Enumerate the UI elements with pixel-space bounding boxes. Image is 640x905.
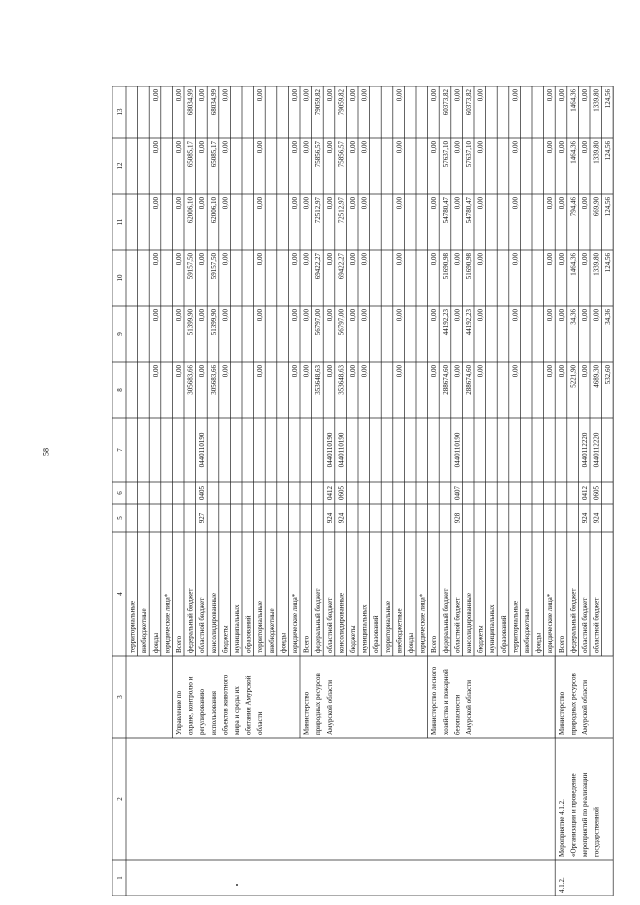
value-cell: 0,00 [151, 197, 160, 210]
executor-cell: объектов животного [221, 674, 230, 735]
funding-source-cell: муниципальных [233, 604, 241, 653]
header-cell-9: 9 [116, 332, 124, 336]
value-cell: 0,00 [511, 141, 520, 154]
value-cell: 0,00 [221, 141, 230, 154]
value-cell: 59157,50 [186, 253, 195, 280]
value-cell: 0,00 [175, 309, 183, 322]
value-cell: 0,00 [198, 197, 207, 210]
value-cell: 44192,23 [441, 309, 450, 336]
value-cell: 0,00 [302, 309, 311, 322]
value-cell: 0,00 [349, 365, 357, 378]
value-cell: 0,00 [511, 197, 520, 210]
grbs-code-cell: 924 [581, 512, 589, 524]
measure-cell: «Организация и проведение [569, 773, 578, 857]
value-cell: 0,00 [175, 197, 183, 210]
value-cell: 0,00 [151, 309, 160, 322]
funding-source-cell: фонды [407, 632, 415, 653]
value-cell: 0,00 [325, 253, 334, 266]
value-cell: 353648,63 [314, 365, 323, 395]
value-cell: 65085,17 [186, 141, 195, 168]
funding-source-cell: федеральный бюджет [186, 588, 195, 653]
measure-cell: Мероприятие 4.1.2. [557, 799, 566, 857]
executor-cell: безопасности [453, 694, 462, 735]
value-cell: 0,00 [395, 197, 404, 210]
funding-source-cell: консолидированные [465, 593, 473, 653]
header-cell-8: 8 [116, 388, 124, 392]
value-cell: 0,00 [546, 141, 555, 154]
grbs-code-cell: 924 [592, 512, 601, 524]
value-cell: 56797,00 [337, 309, 346, 336]
executor-cell: обитания Амурской [244, 675, 253, 735]
value-cell: 0,00 [360, 197, 369, 210]
value-cell: 0,00 [453, 141, 462, 154]
executor-cell: регулированию [198, 689, 207, 735]
grbs-code-cell: 924 [325, 512, 334, 524]
funding-source-cell: федеральный бюджет [441, 588, 450, 653]
funding-source-cell: территориальные [256, 600, 265, 653]
value-cell: 0,00 [511, 89, 520, 102]
value-cell: 0,00 [151, 253, 160, 266]
value-cell: 0,00 [256, 89, 265, 102]
executor-cell: Амурской области [581, 679, 589, 735]
section-code-cell: 0605 [592, 486, 601, 500]
funding-source-cell: бюджеты [221, 625, 230, 653]
value-cell: 0,00 [476, 365, 485, 378]
value-cell: 1464,36 [569, 89, 578, 112]
value-cell: 305683,66 [209, 365, 218, 395]
value-cell: 0,00 [198, 141, 207, 154]
value-cell: 0,00 [302, 89, 311, 102]
value-cell: 0,00 [175, 89, 183, 102]
funding-source-cell: муниципальных [488, 604, 497, 653]
funding-source-cell: юридические лица* [291, 593, 299, 653]
value-cell: 0,00 [198, 89, 207, 102]
value-cell: 54780,47 [465, 197, 473, 224]
executor-cell: хозяйства и пожарной [441, 669, 450, 735]
value-cell: 0,00 [511, 365, 520, 378]
value-cell: 0,00 [151, 141, 160, 154]
value-cell: 0,00 [546, 89, 555, 102]
header-cell-4: 4 [116, 592, 124, 596]
value-cell: 0,00 [453, 365, 462, 378]
value-cell: 0,00 [476, 89, 485, 102]
funding-source-cell: внебюджетные [267, 608, 276, 653]
value-cell: 0,00 [546, 197, 555, 210]
value-cell: 0,00 [221, 197, 230, 210]
value-cell: 0,00 [151, 365, 160, 378]
executor-cell: Министерство [302, 691, 311, 735]
funding-source-cell: юридические лица* [163, 593, 172, 653]
value-cell: 0,00 [291, 197, 299, 210]
funding-source-cell: территориальные [511, 600, 520, 653]
value-cell: 0,00 [291, 89, 299, 102]
value-cell: 72512,97 [314, 197, 323, 224]
value-cell: 54780,47 [441, 197, 450, 224]
value-cell: 0,00 [360, 309, 369, 322]
value-cell: 0,00 [453, 89, 462, 102]
value-cell: 0,00 [302, 365, 311, 378]
header-cell-12: 12 [116, 162, 124, 170]
value-cell: 57637,10 [465, 141, 473, 168]
executor-cell: природных ресурсов [314, 673, 323, 735]
value-cell: 0,00 [302, 141, 311, 154]
value-cell: 65085,17 [209, 141, 218, 168]
value-cell: 72512,97 [337, 197, 346, 224]
value-cell: 0,00 [476, 141, 485, 154]
funding-source-cell: муниципальных [360, 604, 369, 653]
executor-cell: области [256, 711, 265, 735]
value-cell: 0,00 [349, 89, 357, 102]
funding-source-cell: консолидированные [337, 593, 346, 653]
funding-source-cell: внебюджетные [140, 608, 149, 653]
funding-source-cell: внебюджетные [523, 608, 531, 653]
grbs-code-cell: 924 [337, 512, 346, 524]
funding-source-cell: федеральный бюджет [569, 588, 578, 653]
value-cell: 0,00 [557, 309, 566, 322]
value-cell: 0,00 [360, 253, 369, 266]
funding-source-cell: областной бюджет [198, 597, 207, 653]
value-cell: 0,00 [430, 253, 439, 266]
value-cell: 305683,66 [186, 365, 195, 395]
header-cell-6: 6 [116, 491, 124, 495]
section-code-cell: 0407 [453, 486, 462, 500]
value-cell: 68034,99 [186, 89, 195, 116]
value-cell: 0,00 [325, 197, 334, 210]
rotated-budget-table [112, 86, 613, 896]
value-cell: 0,00 [511, 309, 520, 322]
value-cell: 0,00 [198, 365, 207, 378]
value-cell: 0,00 [256, 253, 265, 266]
executor-cell: Амурской области [465, 679, 473, 735]
value-cell: 1339,80 [592, 89, 601, 112]
value-cell: 0,00 [395, 253, 404, 266]
value-cell: 0,00 [395, 309, 404, 322]
value-cell: 0,00 [557, 89, 566, 102]
funding-source-cell: Всего [430, 635, 439, 653]
value-cell: 79059,82 [337, 89, 346, 116]
funding-source-cell: федеральный бюджет [314, 588, 323, 653]
value-cell: 0,00 [360, 89, 369, 102]
value-cell: 51690,98 [465, 253, 473, 280]
value-cell: 0,00 [557, 365, 566, 378]
value-cell: 62006,10 [186, 197, 195, 224]
value-cell: 288674,60 [465, 365, 473, 395]
executor-cell: Управление по [175, 690, 183, 735]
funding-source-cell: фонды [279, 632, 288, 653]
executor-cell: Амурской области [325, 679, 334, 735]
value-cell: 124,56 [604, 253, 613, 273]
value-cell: 0,00 [557, 253, 566, 266]
value-cell: 75856,57 [337, 141, 346, 168]
value-cell: 79059,82 [314, 89, 323, 116]
value-cell: 669,90 [592, 197, 601, 217]
header-cell-7: 7 [116, 448, 124, 452]
funding-source-cell: образований [372, 615, 381, 653]
value-cell: 44192,23 [465, 309, 473, 336]
value-cell: 0,00 [557, 197, 566, 210]
funding-source-cell: областной бюджет [581, 597, 589, 653]
funding-source-cell: внебюджетные [395, 608, 404, 653]
value-cell: 0,00 [325, 365, 334, 378]
header-cell-10: 10 [116, 274, 124, 282]
value-cell: 0,00 [360, 141, 369, 154]
measure-cell: мероприятий по реализации [581, 772, 589, 857]
value-cell: 60373,82 [441, 89, 450, 116]
grbs-code-cell: 928 [453, 512, 462, 524]
value-cell: 0,00 [291, 253, 299, 266]
value-cell: 59157,50 [209, 253, 218, 280]
funding-source-cell: Всего [557, 635, 566, 653]
header-cell-1: 1 [116, 876, 124, 880]
funding-source-cell: областной бюджет [592, 597, 601, 653]
value-cell: 0,00 [291, 141, 299, 154]
section-code-cell: 0412 [581, 486, 589, 500]
value-cell: 60373,82 [465, 89, 473, 116]
value-cell: 0,00 [581, 309, 589, 322]
value-cell: 0,00 [325, 309, 334, 322]
section-code-cell: 0412 [325, 486, 334, 500]
grbs-code-cell: 927 [198, 512, 207, 524]
value-cell: 0,00 [302, 253, 311, 266]
target-code-cell: 0440112220 [581, 432, 589, 468]
value-cell: 0,00 [325, 141, 334, 154]
value-cell: 0,00 [151, 89, 160, 102]
value-cell: 0,00 [453, 309, 462, 322]
funding-source-cell: фонды [151, 632, 160, 653]
funding-source-cell: юридические лица* [418, 593, 427, 653]
funding-source-cell: областной бюджет [453, 597, 462, 653]
value-cell: 69422,27 [314, 253, 323, 280]
section-code-cell: 0405 [198, 486, 207, 500]
executor-cell: природных ресурсов [569, 673, 578, 735]
budget-table [112, 86, 632, 896]
value-cell: 0,00 [302, 197, 311, 210]
value-cell: 0,00 [546, 365, 555, 378]
value-cell: 0,00 [291, 365, 299, 378]
target-code-cell: 0440110190 [325, 432, 334, 468]
value-cell: 0,00 [256, 309, 265, 322]
value-cell: 0,00 [581, 253, 589, 266]
header-cell-3: 3 [116, 695, 124, 699]
value-cell: 5221,90 [569, 365, 578, 388]
funding-source-cell: юридические лица* [546, 593, 555, 653]
value-cell: 124,56 [604, 141, 613, 161]
funding-source-cell: образований [244, 615, 253, 653]
funding-source-cell: территориальные [383, 600, 392, 653]
value-cell: 57637,10 [441, 141, 450, 168]
value-cell: 0,00 [476, 309, 485, 322]
header-cell-11: 11 [116, 218, 124, 226]
value-cell: 51399,90 [209, 309, 218, 336]
executor-cell: мира и среды их [233, 686, 241, 735]
value-cell: 1464,36 [569, 253, 578, 276]
value-cell: 0,00 [349, 253, 357, 266]
value-cell: 0,00 [256, 365, 265, 378]
value-cell: 4689,30 [592, 365, 601, 388]
value-cell: 288674,60 [441, 365, 450, 395]
value-cell: 34,36 [569, 309, 578, 325]
value-cell: 0,00 [395, 89, 404, 102]
value-cell: 62006,10 [209, 197, 218, 224]
target-code-cell: 0440112220 [592, 432, 601, 468]
funding-source-cell: территориальные [128, 600, 137, 653]
value-cell: 353648,63 [337, 365, 346, 395]
header-cell-2: 2 [116, 797, 124, 801]
value-cell: 0,00 [395, 365, 404, 378]
value-cell: 0,00 [581, 141, 589, 154]
value-cell: 75856,57 [314, 141, 323, 168]
executor-cell: Министерство [557, 691, 566, 735]
target-code-cell: 0440110190 [453, 432, 462, 468]
value-cell: 0,00 [291, 309, 299, 322]
value-cell: 0,00 [453, 197, 462, 210]
value-cell: 0,00 [198, 309, 207, 322]
value-cell: 794,46 [569, 197, 578, 217]
value-cell: 0,00 [256, 197, 265, 210]
value-cell: 0,00 [221, 309, 230, 322]
value-cell: 0,00 [581, 89, 589, 102]
executor-cell: охране, контролю и [186, 676, 195, 735]
value-cell: 0,00 [546, 309, 555, 322]
executor-cell: использования [209, 691, 218, 735]
value-cell: 0,00 [430, 89, 439, 102]
value-cell: 0,00 [395, 141, 404, 154]
header-cell-5: 5 [116, 516, 124, 520]
value-cell: 0,00 [430, 365, 439, 378]
value-cell: 124,56 [604, 197, 613, 217]
executor-cell: Министерство лесного [430, 666, 439, 735]
value-cell: 0,00 [349, 141, 357, 154]
value-cell: 0,00 [221, 253, 230, 266]
page-number: 58 [41, 448, 51, 456]
value-cell: 0,00 [430, 309, 439, 322]
value-cell: 0,00 [221, 365, 230, 378]
target-code-cell: 0440110190 [198, 432, 207, 468]
value-cell: 0,00 [198, 253, 207, 266]
value-cell: 34,36 [604, 309, 613, 325]
value-cell: 0,00 [453, 253, 462, 266]
funding-source-cell: консолидированные [209, 593, 218, 653]
row-num-cell: 4.1.2. [557, 877, 566, 893]
funding-source-cell: Всего [175, 635, 183, 653]
value-cell: 0,00 [430, 197, 439, 210]
header-cell-13: 13 [116, 108, 124, 116]
value-cell: 532,60 [604, 365, 613, 385]
value-cell: 0,00 [175, 365, 183, 378]
value-cell: 0,00 [511, 253, 520, 266]
value-cell: 0,00 [349, 197, 357, 210]
value-cell: 0,00 [221, 89, 230, 102]
funding-source-cell: областной бюджет [325, 597, 334, 653]
value-cell: 124,56 [604, 89, 613, 109]
value-cell: 0,00 [476, 197, 485, 210]
value-cell: 0,00 [592, 309, 601, 322]
section-code-cell: 0605 [337, 486, 346, 500]
value-cell: 0,00 [476, 253, 485, 266]
funding-source-cell: бюджеты [349, 625, 357, 653]
value-cell: 0,00 [360, 365, 369, 378]
value-cell: 51399,90 [186, 309, 195, 336]
value-cell: 0,00 [546, 253, 555, 266]
value-cell: 0,00 [256, 141, 265, 154]
value-cell: 68034,99 [209, 89, 218, 116]
value-cell: 0,00 [175, 253, 183, 266]
funding-source-cell: образований [499, 615, 508, 653]
value-cell: 0,00 [581, 197, 589, 210]
target-code-cell: 0440110190 [337, 432, 346, 468]
value-cell: 1339,80 [592, 141, 601, 164]
value-cell: 69422,27 [337, 253, 346, 280]
value-cell: 0,00 [430, 141, 439, 154]
value-cell: 0,00 [175, 141, 183, 154]
value-cell: 51690,98 [441, 253, 450, 280]
value-cell: 0,00 [557, 141, 566, 154]
value-cell: 0,00 [581, 365, 589, 378]
funding-source-cell: Всего [302, 635, 311, 653]
value-cell: 56797,00 [314, 309, 323, 336]
value-cell: 1464,36 [569, 141, 578, 164]
measure-cell: государственной [592, 807, 601, 857]
value-cell: 0,00 [349, 309, 357, 322]
funding-source-cell: бюджеты [476, 625, 485, 653]
funding-source-cell: фонды [534, 632, 543, 653]
value-cell: 0,00 [325, 89, 334, 102]
value-cell: 1339,80 [592, 253, 601, 276]
